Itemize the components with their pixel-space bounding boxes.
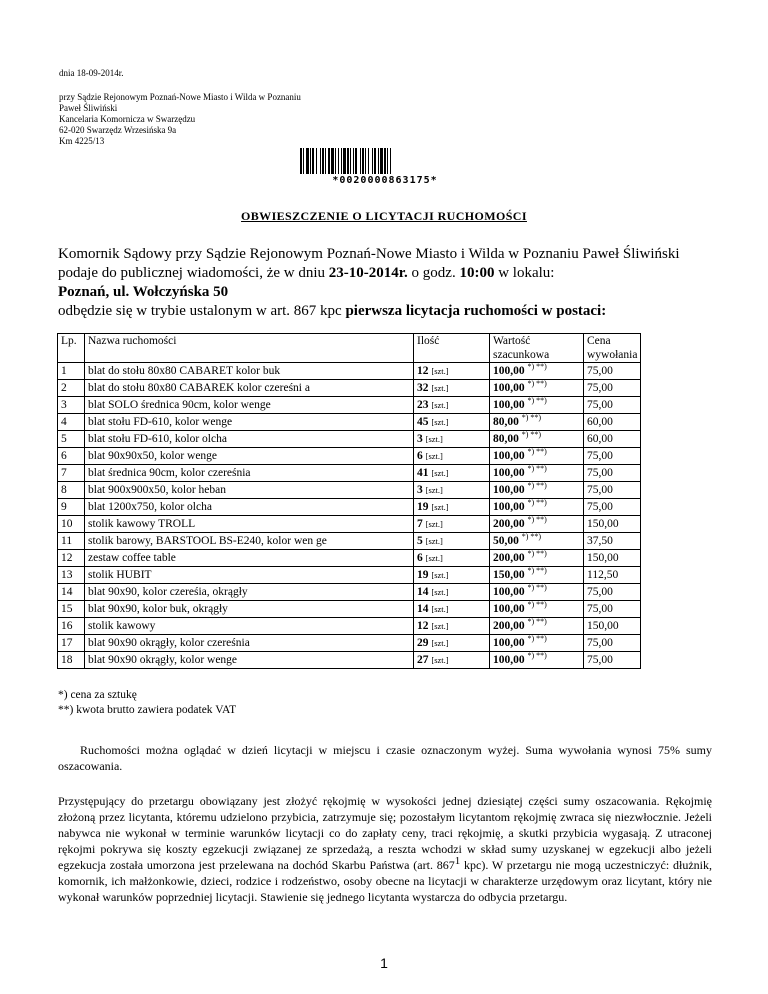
row-name: stolik kawowy TROLL	[85, 516, 414, 533]
header-qty: Ilość	[414, 334, 490, 363]
row-value	[490, 431, 584, 448]
value-amount: 150,00	[493, 569, 525, 581]
qty-value: 3	[417, 484, 423, 496]
value-marks: *) **)	[527, 464, 547, 474]
row-name: blat średnica 90cm, kolor czereśnia	[85, 465, 414, 482]
header-value: Wartość szacunkowa	[490, 334, 584, 363]
table-row	[58, 550, 641, 567]
barcode	[300, 148, 470, 186]
qty-unit: [szt.]	[431, 400, 449, 410]
article-superscript: 1	[454, 855, 461, 867]
paragraph-text: kpc). W przetargu nie mogą uczestniczyć: dłużnik, komornik, ich małżonkowie, dzieci, rodzice i rodzeństwo, osoby obecne na licytacji w charakterze urzędowym oraz licytant, który nie wykonał warunków poprzedniej licytacji. Stawienie się jednego licytanta wystarcza do odbycia przetargu.	[58, 858, 712, 904]
row-lp: 10	[58, 516, 85, 533]
qty-unit: [szt.]	[431, 502, 449, 512]
value-marks: *) **)	[527, 379, 547, 389]
row-name: stolik kawowy	[85, 618, 414, 635]
value-marks: *) **)	[527, 481, 547, 491]
qty-value: 3	[417, 433, 423, 445]
value-marks: *) **)	[527, 549, 547, 559]
value-amount: 200,00	[493, 518, 525, 530]
row-price: 75,00	[584, 652, 641, 669]
value-marks: *) **)	[527, 566, 547, 576]
qty-value: 5	[417, 535, 423, 547]
qty-unit: [szt.]	[425, 536, 443, 546]
value-amount: 200,00	[493, 620, 525, 632]
row-price: 75,00	[584, 397, 641, 414]
row-name: blat do stołu 80x80 CABARET kolor buk	[85, 363, 414, 380]
header-price: Cena wywołania	[584, 334, 641, 363]
row-qty	[414, 584, 490, 601]
value-amount: 100,00	[493, 501, 525, 513]
qty-unit: [szt.]	[431, 570, 449, 580]
row-name: blat 90x90, kolor czereśia, okrągły	[85, 584, 414, 601]
qty-unit: [szt.]	[425, 553, 443, 563]
row-name: blat 1200x750, kolor olcha	[85, 499, 414, 516]
qty-unit: [szt.]	[431, 468, 449, 478]
address-line: Km 4225/13	[59, 136, 105, 146]
qty-unit: [szt.]	[425, 485, 443, 495]
paragraph-text: Przystępujący do przetargu obowiązany jest złożyć rękojmię w wysokości jednej dziesiątej części sumy oszacowania. Rękojmię złożoną przez licytanta, któremu udzielono przybicia, zatrzymuje się; pozostałym licytantom rękojmię zwraca się niezwłocznie. Jeżeli nabywca nie wykonał w terminie warunków licytacji co do zapłaty ceny, traci rękojmię, a skutki przybicia wygasają. Z utraconej rękojmi pokrywa się koszty egzekucji związanej ze sprzedażą, a reszta wchodzi w skład sumy uzyskanej w egzekucji albo jeżeli egzekucja została umorzona jest przelewana na dochód Skarbu Państwa (art. 867	[58, 794, 712, 872]
row-price: 150,00	[584, 618, 641, 635]
value-marks: *) **)	[527, 651, 547, 661]
value-amount: 100,00	[493, 467, 525, 479]
value-marks: *) **)	[527, 617, 547, 627]
auction-location	[58, 283, 718, 302]
row-lp: 7	[58, 465, 85, 482]
qty-unit: [szt.]	[431, 655, 449, 665]
row-lp: 3	[58, 397, 85, 414]
value-marks: *) **)	[527, 634, 547, 644]
row-name: blat 90x90x50, kolor wenge	[85, 448, 414, 465]
qty-value: 41	[417, 467, 429, 479]
row-price: 112,50	[584, 567, 641, 584]
barcode-number: *0020000863175*	[332, 175, 438, 186]
row-lp: 16	[58, 618, 85, 635]
table-row	[58, 516, 641, 533]
qty-value: 27	[417, 654, 429, 666]
row-qty	[414, 482, 490, 499]
value-marks: *) **)	[527, 498, 547, 508]
footnote: **) kwota brutto zawiera podatek VAT	[58, 704, 237, 716]
address-line: 62-020 Swarzędz Wrzesińska 9a	[59, 125, 177, 135]
row-lp: 12	[58, 550, 85, 567]
table-row	[58, 414, 641, 431]
row-lp: 4	[58, 414, 85, 431]
table-row	[58, 618, 641, 635]
value-amount: 80,00	[493, 416, 519, 428]
row-lp: 13	[58, 567, 85, 584]
value-amount: 100,00	[493, 484, 525, 496]
value-marks: *) **)	[521, 532, 542, 542]
row-price: 75,00	[584, 584, 641, 601]
address-line: Kancelaria Komornicza w Swarzędzu	[59, 114, 196, 124]
value-amount: 100,00	[493, 637, 525, 649]
qty-value: 45	[417, 416, 429, 428]
value-amount: 100,00	[493, 586, 525, 598]
qty-value: 6	[417, 450, 423, 462]
intro-text-part: odbędzie się w trybie ustalonym w art. 867 kpc	[58, 303, 346, 319]
qty-unit: [szt.]	[425, 434, 443, 444]
address-line: przy Sądzie Rejonowym Poznań-Nowe Miasto i Wilda w Poznaniu	[59, 92, 301, 102]
row-price: 75,00	[584, 363, 641, 380]
qty-unit: [szt.]	[431, 604, 449, 614]
table-row	[58, 380, 641, 397]
intro-line-4	[58, 302, 718, 321]
row-lp: 5	[58, 431, 85, 448]
table-row	[58, 499, 641, 516]
table-row	[58, 584, 641, 601]
qty-value: 14	[417, 586, 429, 598]
row-lp: 14	[58, 584, 85, 601]
table-row	[58, 482, 641, 499]
qty-value: 29	[417, 637, 429, 649]
row-value	[490, 499, 584, 516]
row-name: blat 90x90 okrągły, kolor czereśnia	[85, 635, 414, 652]
row-qty	[414, 618, 490, 635]
row-price: 75,00	[584, 601, 641, 618]
page-number: 1	[380, 955, 388, 971]
document-date: dnia 18-09-2014r.	[59, 68, 124, 78]
row-price: 150,00	[584, 516, 641, 533]
row-lp: 11	[58, 533, 85, 550]
intro-text-part: podaje do publicznej wiadomości, że w dniu	[58, 265, 329, 281]
table-row	[58, 567, 641, 584]
value-amount: 200,00	[493, 552, 525, 564]
address-line: Paweł Śliwiński	[59, 103, 118, 113]
row-value	[490, 516, 584, 533]
row-qty	[414, 567, 490, 584]
value-amount: 100,00	[493, 450, 525, 462]
auction-date: 23-10-2014r.	[328, 265, 408, 281]
qty-value: 6	[417, 552, 423, 564]
row-qty	[414, 635, 490, 652]
row-price: 60,00	[584, 414, 641, 431]
qty-unit: [szt.]	[425, 519, 443, 529]
qty-value: 19	[417, 569, 429, 581]
row-value	[490, 448, 584, 465]
row-lp: 17	[58, 635, 85, 652]
row-value	[490, 533, 584, 550]
header-lp: Lp.	[58, 334, 85, 363]
table-header-row	[58, 334, 641, 363]
value-amount: 50,00	[493, 535, 519, 547]
row-value	[490, 618, 584, 635]
row-lp: 2	[58, 380, 85, 397]
value-amount: 100,00	[493, 399, 525, 411]
intro-line-2	[58, 264, 718, 283]
row-name: blat SOLO średnica 90cm, kolor wenge	[85, 397, 414, 414]
qty-value: 12	[417, 620, 429, 632]
row-price: 150,00	[584, 550, 641, 567]
intro-line-1: Komornik Sądowy przy Sądzie Rejonowym Poznań-Nowe Miasto i Wilda w Poznaniu Paweł Śliwiński	[58, 246, 680, 262]
row-name: stolik barowy, BARSTOOL BS-E240, kolor wen ge	[85, 533, 414, 550]
table-row	[58, 601, 641, 618]
row-value	[490, 397, 584, 414]
row-value	[490, 465, 584, 482]
header-name: Nazwa ruchomości	[85, 334, 414, 363]
row-qty	[414, 397, 490, 414]
qty-value: 12	[417, 365, 429, 377]
barcode-bar	[391, 148, 393, 174]
row-lp: 18	[58, 652, 85, 669]
row-qty	[414, 431, 490, 448]
footnote: *) cena za sztukę	[58, 689, 137, 701]
row-price: 75,00	[584, 635, 641, 652]
barcode-bars	[300, 148, 470, 174]
row-qty	[414, 380, 490, 397]
row-qty	[414, 652, 490, 669]
row-name: blat stołu FD-610, kolor wenge	[85, 414, 414, 431]
row-price: 75,00	[584, 448, 641, 465]
row-qty	[414, 414, 490, 431]
row-qty	[414, 448, 490, 465]
row-price: 75,00	[584, 482, 641, 499]
value-amount: 100,00	[493, 365, 525, 377]
row-name: stolik HUBIT	[85, 567, 414, 584]
table-row	[58, 397, 641, 414]
value-marks: *) **)	[521, 413, 542, 423]
row-name: blat do stołu 80x80 CABAREK kolor czereśni a	[85, 380, 414, 397]
qty-unit: [szt.]	[431, 417, 449, 427]
location-text: Poznań, ul. Wołczyńska 50	[58, 284, 229, 300]
value-marks: *) **)	[527, 362, 547, 372]
intro-text	[58, 245, 718, 321]
row-name: zestaw coffee table	[85, 550, 414, 567]
qty-unit: [szt.]	[425, 451, 443, 461]
row-qty	[414, 499, 490, 516]
row-price: 75,00	[584, 499, 641, 516]
auction-time: 10:00	[459, 265, 495, 281]
row-price: 75,00	[584, 380, 641, 397]
row-lp: 15	[58, 601, 85, 618]
row-value	[490, 652, 584, 669]
row-value	[490, 363, 584, 380]
row-lp: 6	[58, 448, 85, 465]
value-amount: 100,00	[493, 603, 525, 615]
table-row	[58, 533, 641, 550]
value-amount: 80,00	[493, 433, 519, 445]
viewing-paragraph: Ruchomości można oglądać w dzień licytacji w miejscu i czasie oznaczonym wyżej. Suma wywołania wynosi 75% sumy oszacowania.	[58, 743, 712, 773]
row-value	[490, 550, 584, 567]
row-lp: 8	[58, 482, 85, 499]
row-value	[490, 635, 584, 652]
qty-unit: [szt.]	[431, 366, 449, 376]
row-lp: 9	[58, 499, 85, 516]
row-value	[490, 584, 584, 601]
row-value	[490, 380, 584, 397]
value-marks: *) **)	[527, 396, 547, 406]
row-qty	[414, 601, 490, 618]
row-price: 75,00	[584, 465, 641, 482]
table-row	[58, 363, 641, 380]
bailiff-address	[59, 92, 301, 147]
table-row	[58, 448, 641, 465]
value-amount: 100,00	[493, 382, 525, 394]
intro-text-part: o godz.	[407, 265, 460, 281]
table-row	[58, 635, 641, 652]
qty-unit: [szt.]	[431, 621, 449, 631]
row-qty	[414, 363, 490, 380]
table-row	[58, 431, 641, 448]
value-amount: 100,00	[493, 654, 525, 666]
row-name: blat 900x900x50, kolor heban	[85, 482, 414, 499]
table-row	[58, 465, 641, 482]
row-price: 60,00	[584, 431, 641, 448]
row-name: blat 90x90, kolor buk, okrągły	[85, 601, 414, 618]
document-title: OBWIESZCZENIE O LICYTACJI RUCHOMOŚCI	[241, 209, 527, 223]
row-lp: 1	[58, 363, 85, 380]
qty-value: 14	[417, 603, 429, 615]
value-marks: *) **)	[521, 430, 542, 440]
qty-unit: [szt.]	[431, 638, 449, 648]
row-qty	[414, 465, 490, 482]
qty-value: 23	[417, 399, 429, 411]
intro-text-part: w lokalu:	[494, 265, 555, 281]
intro-text-bold: pierwsza licytacja ruchomości w postaci:	[345, 303, 607, 319]
row-name: blat stołu FD-610, kolor olcha	[85, 431, 414, 448]
table-row	[58, 652, 641, 669]
qty-value: 7	[417, 518, 423, 530]
qty-unit: [szt.]	[431, 383, 449, 393]
row-value	[490, 601, 584, 618]
items-table	[57, 333, 641, 669]
row-qty	[414, 533, 490, 550]
qty-unit: [szt.]	[431, 587, 449, 597]
row-qty	[414, 550, 490, 567]
value-marks: *) **)	[527, 447, 547, 457]
footnotes	[58, 688, 236, 718]
deposit-paragraph	[58, 793, 712, 905]
row-price: 37,50	[584, 533, 641, 550]
value-marks: *) **)	[527, 583, 547, 593]
qty-value: 19	[417, 501, 429, 513]
row-qty	[414, 516, 490, 533]
qty-value: 32	[417, 382, 429, 394]
row-value	[490, 414, 584, 431]
row-name: blat 90x90 okrągły, kolor wenge	[85, 652, 414, 669]
row-value	[490, 567, 584, 584]
row-value	[490, 482, 584, 499]
value-marks: *) **)	[527, 515, 547, 525]
value-marks: *) **)	[527, 600, 547, 610]
